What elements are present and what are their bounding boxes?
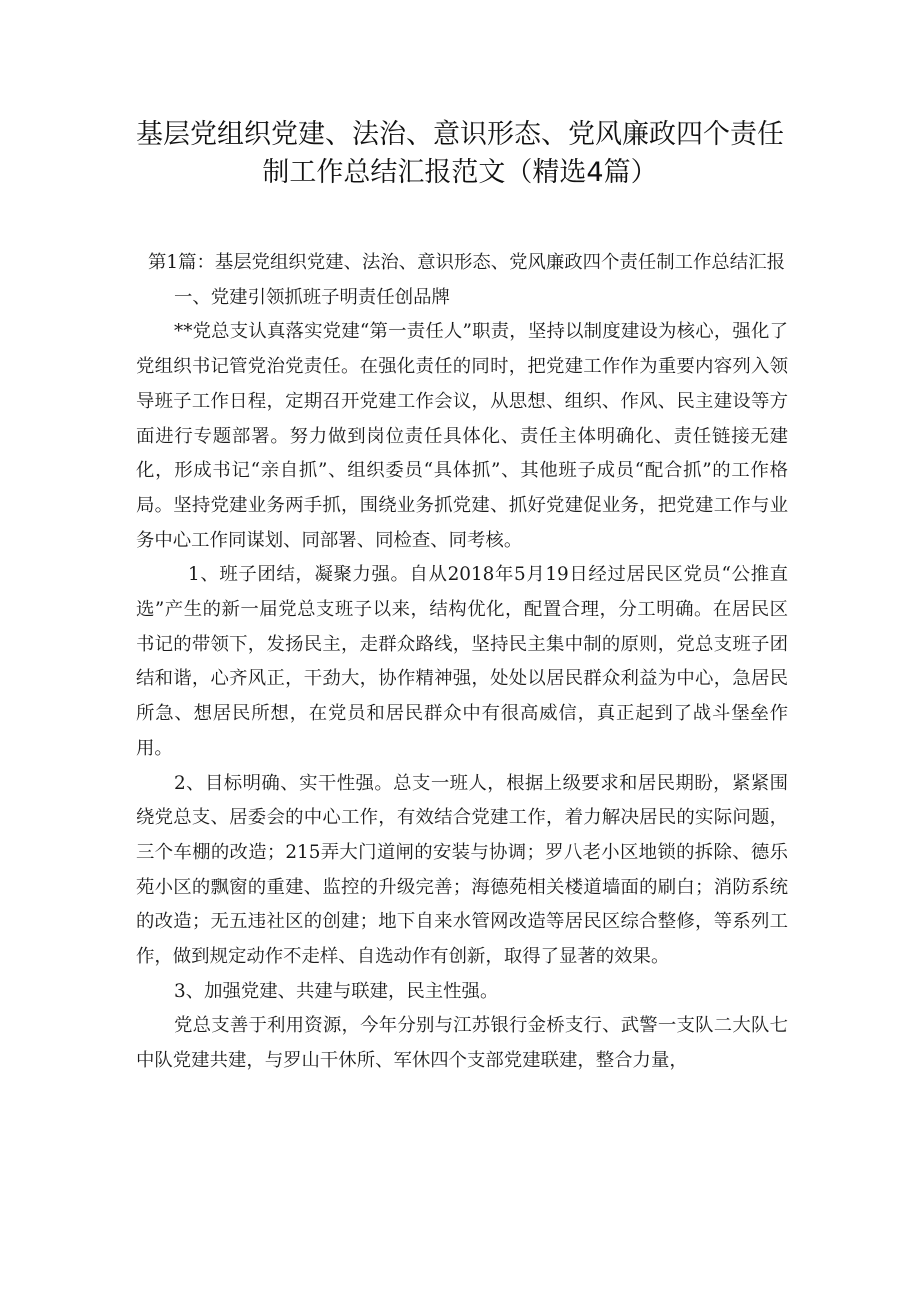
body-paragraph: 2、目标明确、实干性强。总支一班人，根据上级要求和居民期盼，紧紧围绕党总支、居委会的中心工作，有效结合党建工作，着力解决居民的实际问题，三个车棚的改造；215弄大门道闸的安装与协调；罗八老小区地锁的拆除、德乐苑小区的飘窗的重建、监控的升级完善；海德苑相关楼道墙面的刷白；消防系统的改造；无五违社区的创建；地下自来水管网改造等居民区综合整修，等系列工作，做到规定动作不走样、自选动作有创新，取得了显著的效果。	[136, 772, 788, 968]
body-paragraph: **党总支认真落实党建“第一责任人”职责，坚持以制度建设为核心，强化了党组织书记管党治党责任。在强化责任的同时，把党建工作作为重要内容列入领导班子工作日程，定期召开党建工作会议，从思想、组织、作风、民主建设等方面进行专题部署。努力做到岗位责任具体化、责任主体明确化、责任链接无建化，形成书记“亲自抓”、组织委员“具体抓”、其他班子成员“配合抓”的工作格局。坚持党建业务两手抓，围绕业务抓党建、抓好党建促业务，把党建工作与业务中心工作同谋划、同部署、同检查、同考核。	[136, 321, 788, 551]
body-paragraph: 党总支善于利用资源，今年分别与江苏银行金桥支行、武警一支队二大队七中队党建共建，与罗山干休所、军休四个支部党建联建，整合力量，	[136, 1015, 788, 1072]
document-title	[120, 116, 800, 192]
article-heading: 第1篇：基层党组织党建、法治、意识形态、党风廉政四个责任制工作总结汇报	[148, 252, 785, 273]
document-body	[136, 246, 788, 1079]
section-heading: 一、党建引领抓班子明责任创品牌	[174, 286, 450, 308]
title-line-2: 制工作总结汇报范文（精选4篇）	[262, 157, 658, 188]
body-paragraph: 3、加强党建、共建与联建，民主性强。	[174, 980, 499, 1002]
title-line-1: 基层党组织党建、法治、意识形态、党风廉政四个责任	[136, 119, 784, 150]
body-paragraph: 1、班子团结，凝聚力强。自从2018年5月19日经过居民区党员“公推直选”产生的新一届党总支班子以来，结构优化，配置合理，分工明确。在居民区书记的带领下，发扬民主，走群众路线，坚持民主集中制的原则，党总支班子团结和谐，心齐风正，干劲大，协作精神强，处处以居民群众利益为中心，急居民所急、想居民所想，在党员和居民群众中有很高威信，真正起到了战斗堡垒作用。	[136, 564, 788, 759]
